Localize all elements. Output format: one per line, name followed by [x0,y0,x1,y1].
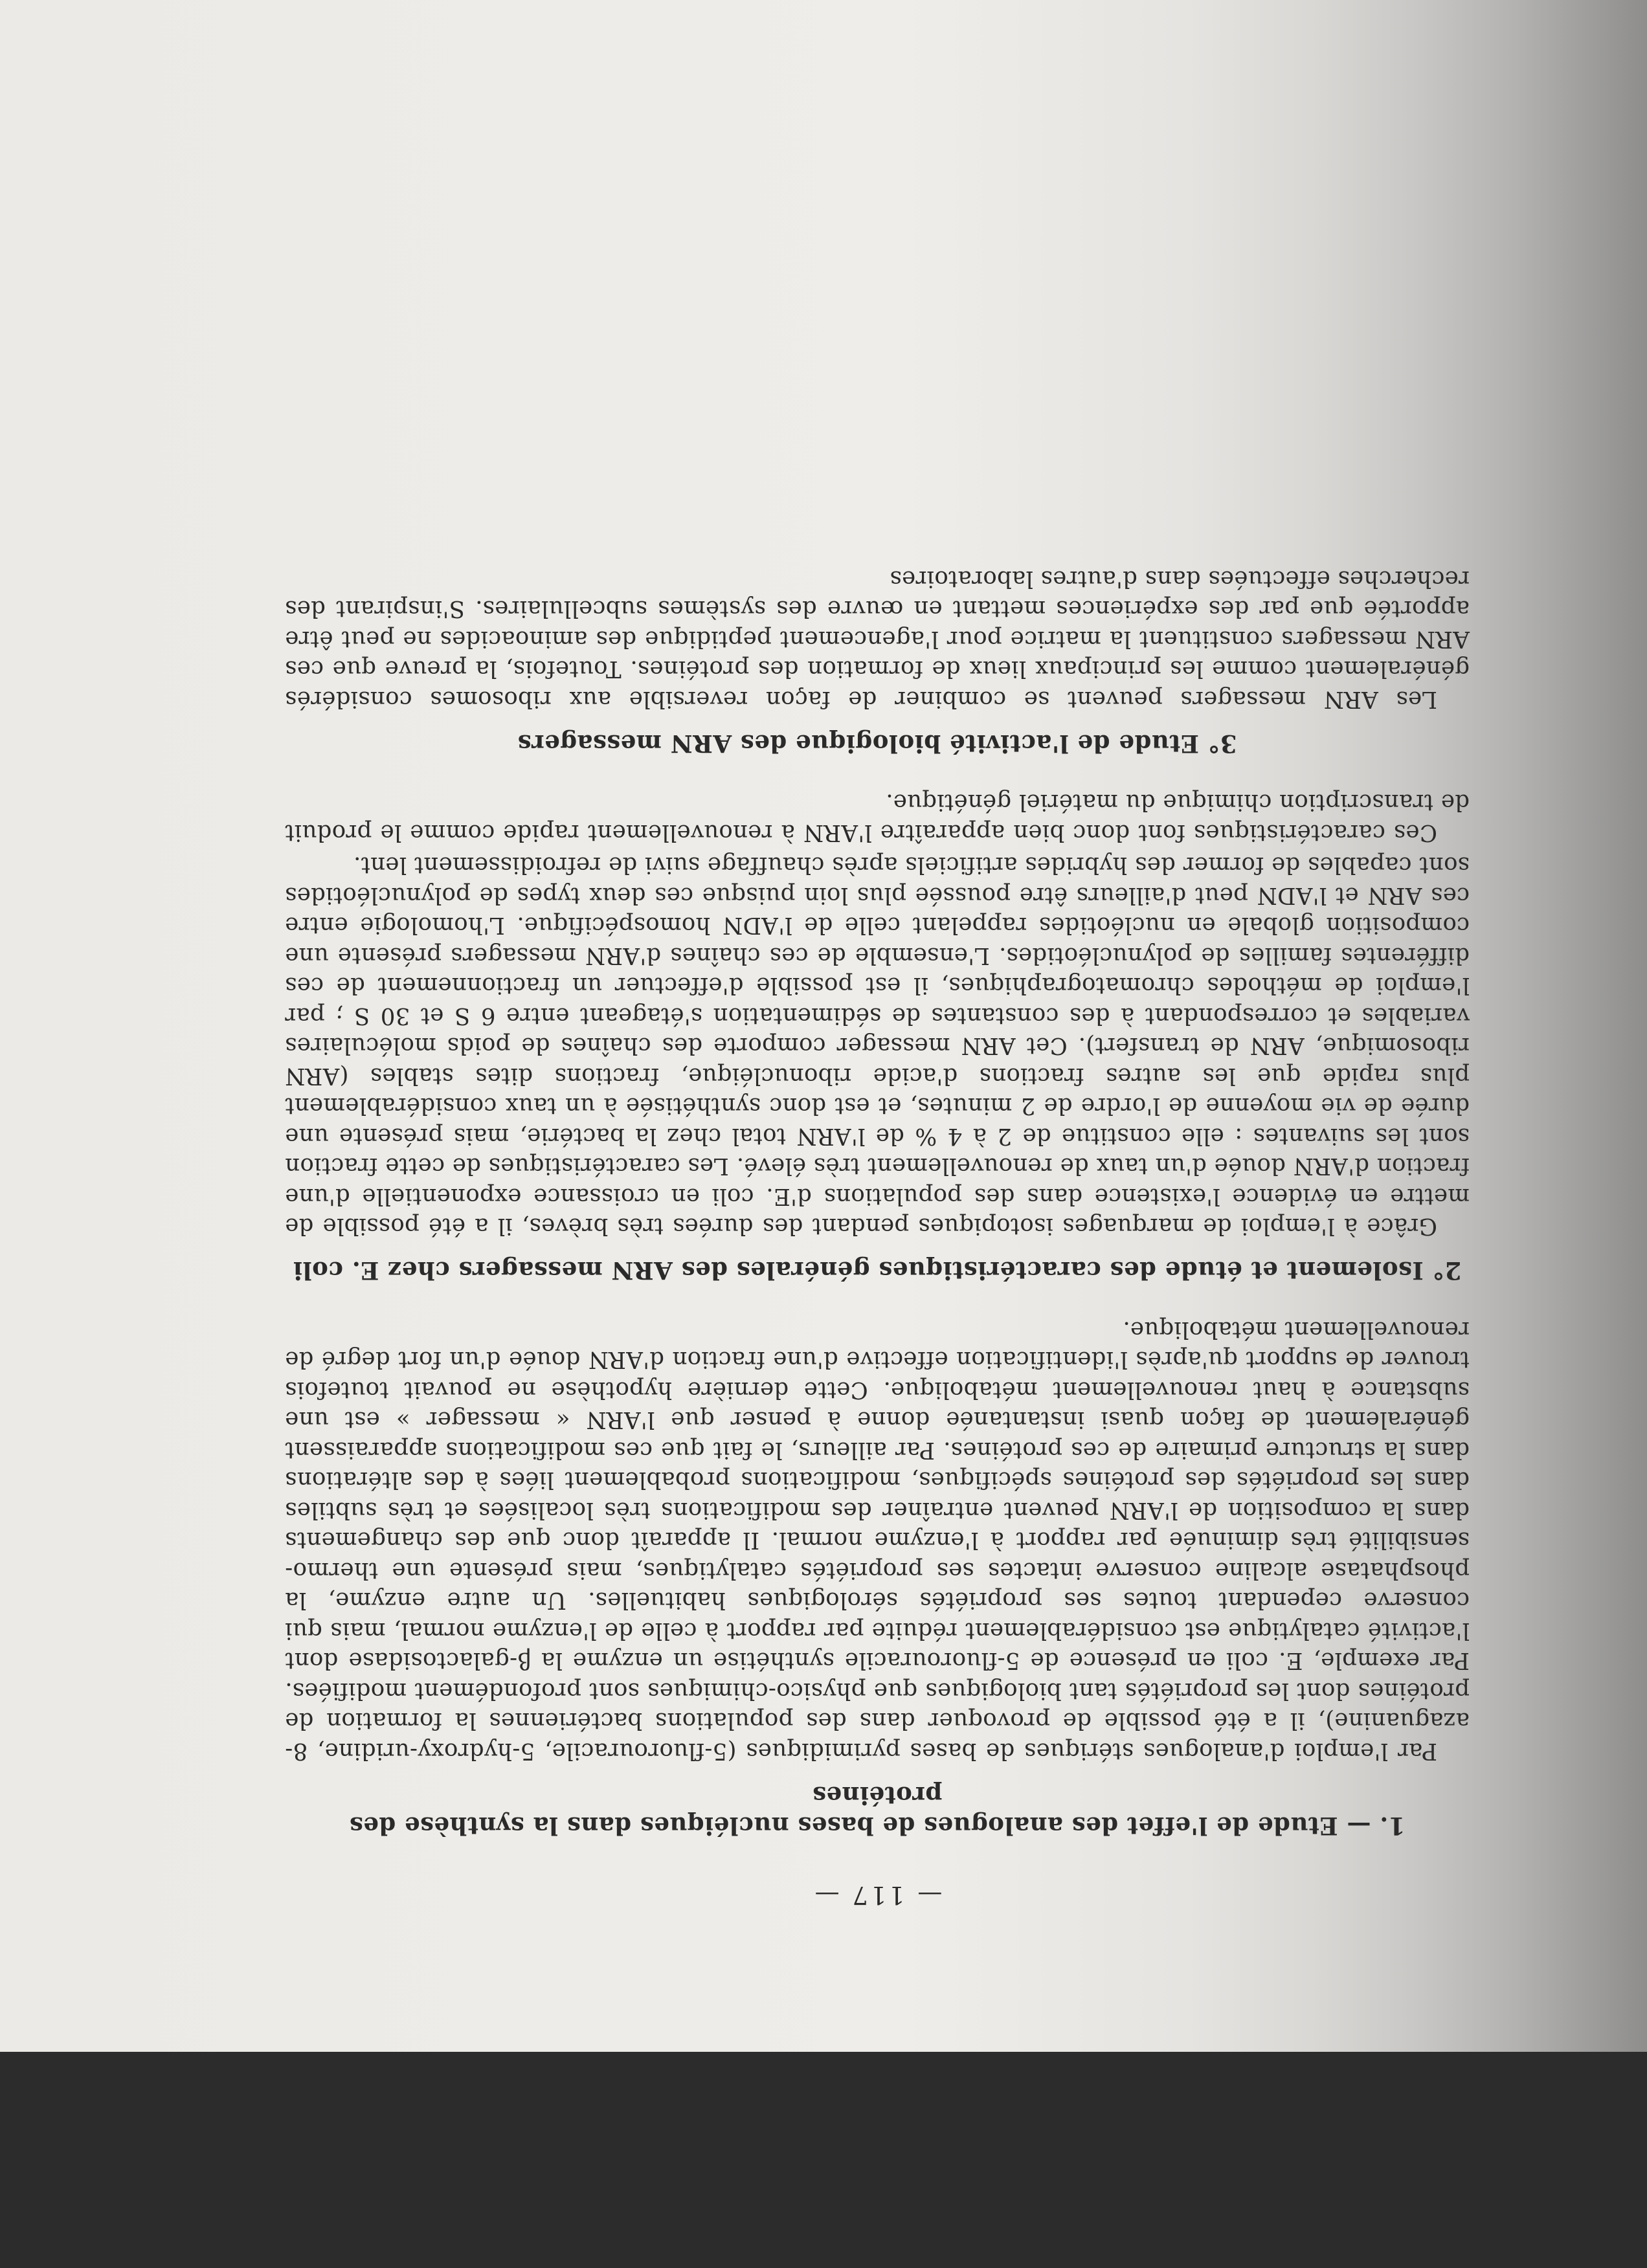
section-1-heading: 1. — Etude de l'effet des analogues de bases nucléiques dans la synthèse des protéines [349,1781,1406,1840]
section-2 [285,787,1470,1286]
section-2-heading: 2° Isolement et étude des caractéristiques générales des ARN messagers chez E. coli [293,1256,1462,1285]
section-1 [285,1315,1470,1841]
section-2-paragraph-1: Grâce à l'emploi de marquages isotopiques pendant des durées très brèves, il a été possible de mettre en évidence l'existence dans des populations d'E. coli en croissance exponentielle d'une fraction d'ARN douée d'un taux de renouvellement très élevé. Les caractéristiques de cette fraction sont les suivantes : elle constitue de 2 à 4 % de l'ARN total chez la bactérie, mais présente une durée de vie moyenne de l'ordre de 2 minutes, et est donc synthétisée à un taux considérablement plus rapide que les autres fractions d'acide ribonucléique, fractions dites stables (ARN ribosomique, ARN de transfert). Cet ARN messager comporte des chaînes de poids moléculaires variables et correspondant à des constantes de sédimentation s'étageant entre 6 S et 30 S ; par l'emploi de méthodes chromatographiques, il est possible d'effectuer un fractionnement de ces différentes familles de polynucléotides. L'ensemble de ces chaînes d'ARN messagers présente une composition globale en nucléotides rappelant celle de l'ADN homospécifique. L'homologie entre ces ARN et l'ADN peut d'ailleurs être poussée plus loin puisque ces deux types de polynucléotides sont capables de former des hybrides artificiels après chauffage suivi de refroidissement lent. [285,852,1470,1240]
section-1-paragraph: Par l'emploi d'analogues stériques de bases pyrimidiques (5-fluorouracile, 5-hydroxy-uridine, 8-azaguanine), il a été possible de provoquer dans des populations bactériennes la formation de protéines dont les propriétés tant biologiques que physico-chimiques sont profondément modifiées. Par exemple, E. coli en présence de 5-fluorouracile synthétise un enzyme la β-galactosidase dont l'activité catalytique est considérablement réduite par rapport à celle de l'enzyme normal, mais qui conserve cependant toutes ses propriétés sérologiques habituelles. Un autre enzyme, la phosphatase alcaline conserve intactes ses propriétés catalytiques, mais présente une thermo-sensibilité très diminuée par rapport à l'enzyme normal. Il apparaît donc que des changements dans la composition de l'ARN peuvent entraîner des modifications très localisées et très subtiles dans les propriétés des protéines spécifiques, modifications probablement liées à des altérations dans la structure primaire de ces protéines. Par ailleurs, le fait que ces modifications apparaissent généralement de façon quasi instantanée donne à penser que l'ARN « messager » est une substance à haut renouvellement métabolique. Cette dernière hypothèse ne pouvait toutefois trouver de support qu'après l'identification effective d'une fraction d'ARN douée d'un fort degré de renouvellement métabolique. [285,1317,1470,1764]
printed-page-upside-down [285,214,1470,1909]
section-3 [285,564,1470,759]
section-3-paragraph: Les ARN messagers peuvent se combiner de façon reversible aux ribosomes considérés généralement comme les principaux lieux de formation des protéines. Toutefois, la preuve que ces ARN messagers constituent la matrice pour l'agencement peptidique des aminoacides ne peut être apportée que par des expériences mettant en œuvre des systèmes subcellulaires. S'inspirant des recherches effectuées dans d'autres laboratoires [285,566,1470,713]
section-3-heading: 3° Etude de l'activité biologique des ARN messagers [517,729,1237,758]
page-number: — 117 — [812,1881,943,1909]
section-2-paragraph-2: Ces caractéristiques font donc bien apparaître l'ARN à renouvellement rapide comme le produit de transcription chimique du matériel génétique. [285,789,1470,846]
scanner-background [0,2052,1647,2268]
